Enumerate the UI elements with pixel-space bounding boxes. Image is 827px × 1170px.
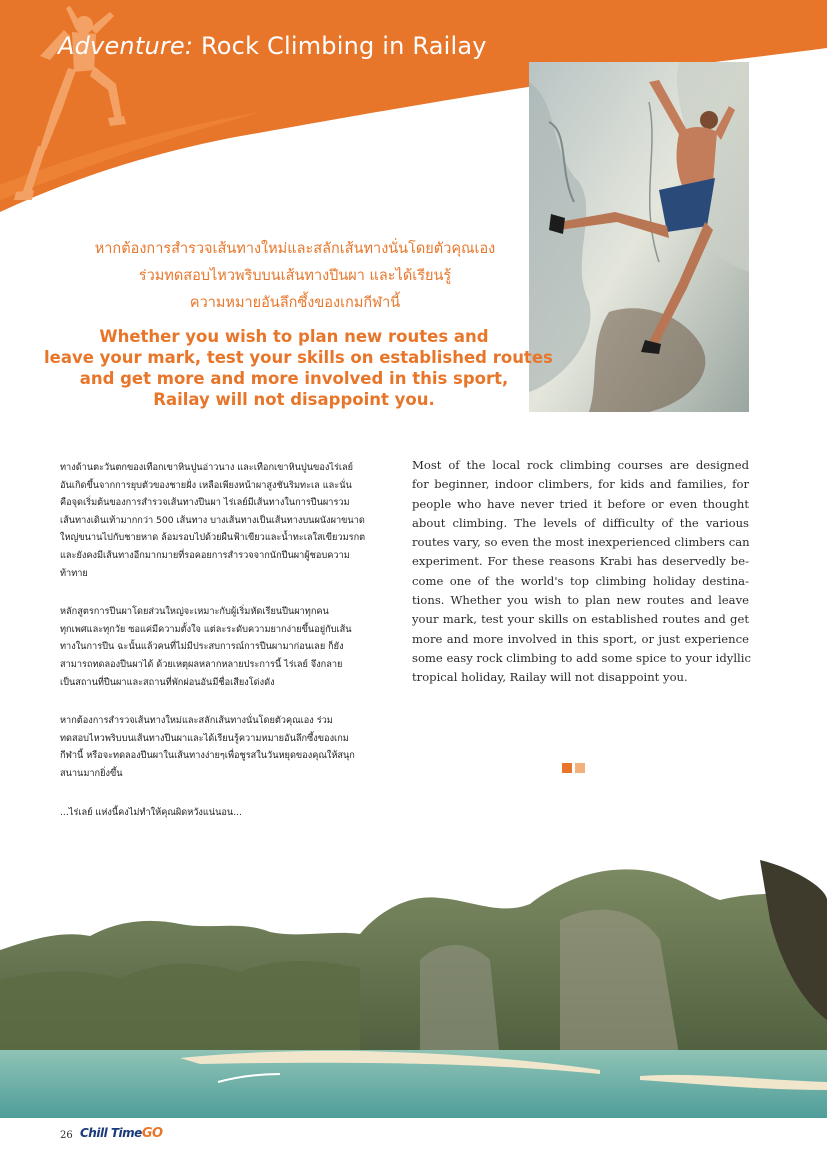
text-line: ทางในการปีน ฉะนั้นแล้วคนที่ไม่มีประสบการณ์การปีนผามาก่อนเลย ก็ยัง [60, 641, 344, 653]
intro-english-line: leave your mark, test your skills on established routes [44, 348, 553, 367]
title-category: Adventure: [58, 32, 194, 60]
text-line: ใหญ่ขนานไปกับชายหาด ล้อมรอบไปด้วยผืนฟ้าเขียวและน้ำทะเลใสเขียวมรกต [60, 532, 366, 544]
text-line: come one of the world's top climbing holiday destina- [412, 573, 749, 588]
text-line: Most of the local rock climbing courses are designed [412, 458, 749, 472]
intro-english-line: and get more and more involved in this sport, [79, 369, 509, 388]
thai-paragraph-3 [60, 712, 390, 782]
text-line: more and more involved in this sport, or just experience [412, 631, 749, 646]
square-dark [562, 763, 572, 773]
text-line: หลักสูตรการปีนผาโดยส่วนใหญ่จะเหมาะกับผู้เริ่มหัดเรียนปีนผาทุกคน [60, 606, 329, 618]
text-line: เส้นทางเดินเท้ามากกว่า 500 เส้นทาง บางเส้นทางเป็นเส้นทางบนผนังผาขนาด [60, 514, 365, 526]
text-line: สามารถทดลองปีนผาได้ ด้วยเหตุผลหลากหลายประการนี้ ไร่เลย์ จึงกลาย [60, 658, 343, 670]
text-line: คือจุดเริ่มต้นของการสำรวจเส้นทางปีนผา ไร่เลย์มีเส้นทางในการปีนผารวม [60, 497, 350, 509]
page-title [58, 32, 487, 60]
magazine-logo [80, 1126, 163, 1141]
railay-landscape-photo [0, 860, 827, 1118]
text-line: ท้าทาย [60, 567, 88, 579]
text-line: ทดสอบไหวพริบบนเส้นทางปีนผาและได้เรียนรู้ความหมายอันลึกซึ้งของเกม [60, 732, 349, 744]
decorative-squares [562, 758, 588, 777]
text-line: ทุกเพศและทุกวัย ซอแค่มีความตั้งใจ แต่ละระดับความยากง่ายขึ้นอยู่กับเส้น [60, 623, 352, 635]
square-light [575, 763, 585, 773]
text-line: สนานมากยิ่งขึ้น [60, 767, 123, 779]
intro-thai [60, 236, 530, 317]
page-number: 26 [60, 1130, 73, 1141]
thai-paragraph-1 [60, 459, 390, 582]
text-line: for beginner, indoor climbers, for kids and families, for [412, 477, 749, 492]
climber-photo [529, 62, 749, 412]
text-line: ...ไร่เลย์ แห่งนี้คงไม่ทำให้คุณผิดหวังแน่นอน... [60, 806, 242, 818]
text-line: experiment. For these reasons Krabi has deservedly be- [412, 554, 749, 569]
text-line: people who have never tried it before or even thought [412, 496, 749, 511]
text-line: tions. Whether you wish to plan new routes and leave [412, 593, 749, 608]
text-line: tropical holiday, Railay will not disappoint you. [412, 670, 688, 685]
text-line: กีฬานี้ หรือจะทดลองปีนผาในเส้นทางง่ายๆเพื่อชูรสในวันหยุดของคุณให้สนุก [60, 750, 355, 762]
text-line: about climbing. The levels of difficulty of the various [412, 515, 749, 530]
text-line: เป็นสถานที่ปีนผาและสถานที่พักผ่อนอันมีชื่อเสียงโด่งดัง [60, 676, 275, 688]
text-line: และยังคงมีเส้นทางอีกมากมายที่รอคอยการสำรวจจากนักปีนผาผู้ชอบความ [60, 549, 350, 561]
english-body-column [412, 456, 749, 688]
text-line: ทางด้านตะวันตกของเทือกเขาหินปูนอ่าวนาง และเทือกเขาหินปูนของไร่เลย์ [60, 462, 354, 473]
text-line: routes vary, so even the most inexperienced climbers can [412, 535, 750, 550]
logo-go: GO [141, 1126, 163, 1141]
intro-english-line: Railay will not disappoint you. [153, 390, 435, 409]
thai-paragraph-2 [60, 603, 390, 691]
text-line: your mark, test your skills on established routes and get [412, 612, 749, 627]
intro-thai-line: หากต้องการสำรวจเส้นทางใหม่และสลักเส้นทางนั่นโดยตัวคุณเอง [94, 241, 496, 257]
title-text: Rock Climbing in Railay [193, 32, 487, 60]
thai-paragraph-4 [60, 804, 390, 822]
text-line: อันเกิดขึ้นจากการยุบตัวของชายฝั่ง เหลือเพียงหน้าผาสูงชันริมทะเล และนั่น [60, 479, 352, 491]
logo-text: Chill Time [80, 1126, 142, 1140]
intro-thai-line: ความหมายอันลึกซึ้งของเกมกีฬานี้ [189, 295, 401, 311]
intro-english [44, 326, 553, 410]
text-line: หากต้องการสำรวจเส้นทางใหม่และสลักเส้นทางนั่นโดยตัวคุณเอง ร่วม [60, 715, 333, 727]
text-line: some easy rock climbing to add some spice to your idyllic [412, 650, 751, 665]
thai-body-column [60, 459, 390, 842]
intro-english-line: Whether you wish to plan new routes and [99, 327, 489, 346]
intro-thai-line: ร่วมทดสอบไหวพริบบนเส้นทางปีนผา และได้เรียนรู้ [138, 268, 452, 284]
